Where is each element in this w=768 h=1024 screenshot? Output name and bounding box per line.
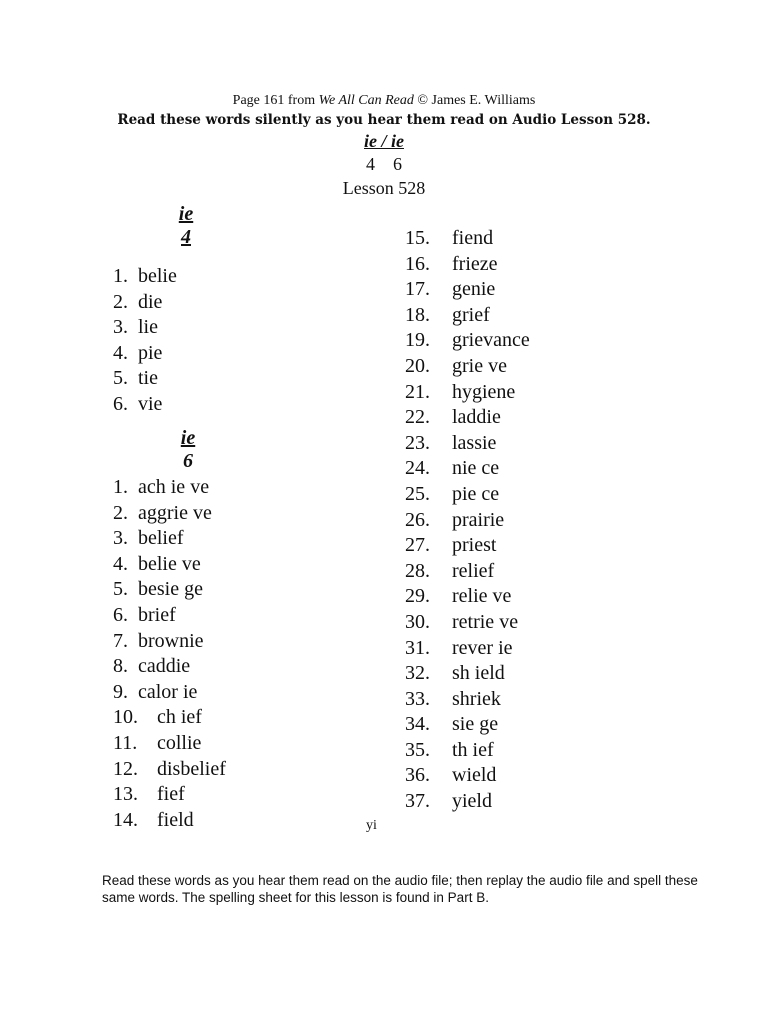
word-number: 12. [113,757,138,780]
word-number: 7. [113,629,128,652]
section-4-phonogram: ie [178,203,194,225]
word-row [405,482,530,508]
spelling-word: field [157,808,194,831]
spelling-word: belie [138,265,177,287]
spelling-word: pie [138,341,163,364]
word-row [113,526,226,552]
word-row [405,354,530,380]
spelling-word: grie ve [452,354,507,377]
word-row [405,763,530,789]
spelling-word: relief [452,559,495,582]
word-number: 37. [405,790,430,813]
word-row [113,603,226,629]
word-number: 28. [405,559,430,582]
word-number: 32. [405,662,430,685]
word-row [405,789,530,815]
word-row [113,341,177,367]
spelling-word: laddie [452,406,501,429]
section-6-phonogram: ie [180,427,196,449]
word-row [405,533,530,559]
spelling-word: vie [138,392,163,415]
spelling-word: pie ce [452,482,500,505]
word-number: 6. [113,603,128,626]
word-number: 25. [405,482,430,505]
word-row [113,501,226,527]
spelling-word: disbelief [157,757,226,780]
word-number: 9. [113,680,128,703]
word-number: 19. [405,329,430,352]
spelling-word: yield [452,790,492,813]
word-row [405,559,530,585]
word-number: 3. [113,527,128,550]
spelling-word: frieze [452,252,498,275]
spelling-word: fiend [452,227,494,249]
spelling-word: priest [452,534,497,557]
spelling-word: die [138,290,163,313]
spelling-word: brownie [138,629,204,652]
word-number: 4. [113,341,128,364]
word-row [113,680,226,706]
spelling-word: shriek [452,687,501,710]
lesson-title: Lesson 528 [342,178,426,198]
spelling-word: calor ie [138,680,198,703]
copyright: © James E. Williams [413,93,536,108]
page-source-prefix: Page 161 from [232,93,319,108]
word-row [405,661,530,687]
word-number: 34. [405,713,430,736]
word-number: 24. [405,457,430,480]
word-number: 22. [405,406,430,429]
word-number: 35. [405,738,430,761]
word-row [113,731,226,757]
word-row [405,328,530,354]
phonogram-heading: ie / ie [364,131,404,151]
spelling-word: relie ve [452,585,512,608]
spelling-word: wield [452,764,497,787]
instruction-heading: Read these words silently as you hear them read on Audio Lesson 528. [117,112,651,128]
word-row [405,405,530,431]
word-row [113,654,226,680]
word-row [405,303,530,329]
word-row [113,290,177,316]
word-number: 1. [113,476,128,498]
word-row [113,315,177,341]
word-row [113,552,226,578]
word-number: 10. [113,706,138,729]
word-row [113,782,226,808]
spelling-word: rever ie [452,636,513,659]
word-number: 33. [405,687,430,710]
word-number: 8. [113,655,128,678]
spelling-word: fief [157,783,185,806]
spelling-word: grief [452,303,490,326]
word-row [405,584,530,610]
section-6-header [168,427,208,473]
word-row [405,380,530,406]
word-row [113,629,226,655]
spelling-word: ach ie ve [138,476,210,498]
word-list-6-right [405,226,530,815]
word-row [113,366,177,392]
spelling-word: sh ield [452,662,505,685]
spelling-word: lie [138,316,158,339]
word-number: 3. [113,316,128,339]
word-number: 2. [113,501,128,524]
word-row [113,577,226,603]
word-number: 26. [405,508,430,531]
page-mark: yi [366,818,377,833]
spelling-word: th ief [452,738,494,761]
word-list-6-left [113,475,226,833]
spelling-word: belief [138,527,184,550]
section-6-number: 6 [183,450,193,472]
word-row [405,226,530,252]
spelling-word: brief [138,603,176,626]
word-number: 31. [405,636,430,659]
section-4-header [166,203,206,249]
spelling-word: prairie [452,508,505,531]
word-number: 16. [405,252,430,275]
footer-instructions: Read these words as you hear them read on the audio file; then replay the audio file and spell these same words. The spelling sheet for this lesson is found in Part B. [102,873,698,905]
word-row [405,738,530,764]
book-title: We All Can Read [318,93,414,108]
section-4-number: 4 [181,226,191,248]
word-row [405,610,530,636]
word-number: 18. [405,303,430,326]
word-row [405,687,530,713]
spelling-word: ch ief [157,706,202,729]
word-row [405,277,530,303]
word-row [113,808,226,834]
word-row [405,252,530,278]
word-number: 15. [405,227,430,249]
word-number: 21. [405,380,430,403]
spelling-word: nie ce [452,457,500,480]
word-number: 14. [113,808,138,831]
word-number: 29. [405,585,430,608]
word-number: 4. [113,552,128,575]
word-row [113,475,226,501]
word-number: 11. [113,731,138,754]
spelling-word: besie ge [138,578,203,601]
word-number: 13. [113,783,138,806]
phonogram-numbers: 4 6 [366,154,402,174]
word-row [405,431,530,457]
spelling-word: collie [157,731,202,754]
word-number: 5. [113,578,128,601]
word-number: 23. [405,431,430,454]
word-row [405,456,530,482]
word-row [113,757,226,783]
word-number: 5. [113,367,128,390]
word-number: 20. [405,354,430,377]
word-number: 6. [113,392,128,415]
word-number: 17. [405,278,430,301]
word-number: 30. [405,610,430,633]
word-row [113,705,226,731]
spelling-word: hygiene [452,380,516,403]
word-list-4 [113,264,177,418]
word-number: 36. [405,764,430,787]
word-number: 1. [113,265,128,287]
spelling-word: sie ge [452,713,499,736]
page-source-line [0,93,768,109]
word-number: 2. [113,290,128,313]
spelling-word: aggrie ve [138,501,212,524]
spelling-word: lassie [452,431,497,454]
spelling-word: belie ve [138,552,201,575]
word-row [113,392,177,418]
spelling-word: genie [452,278,496,301]
spelling-word: tie [138,367,158,390]
word-row [113,264,177,290]
spelling-word: caddie [138,655,191,678]
word-row [405,712,530,738]
word-row [405,636,530,662]
word-number: 27. [405,534,430,557]
spelling-word: retrie ve [452,610,519,633]
spelling-word: grievance [452,329,530,352]
word-row [405,508,530,534]
